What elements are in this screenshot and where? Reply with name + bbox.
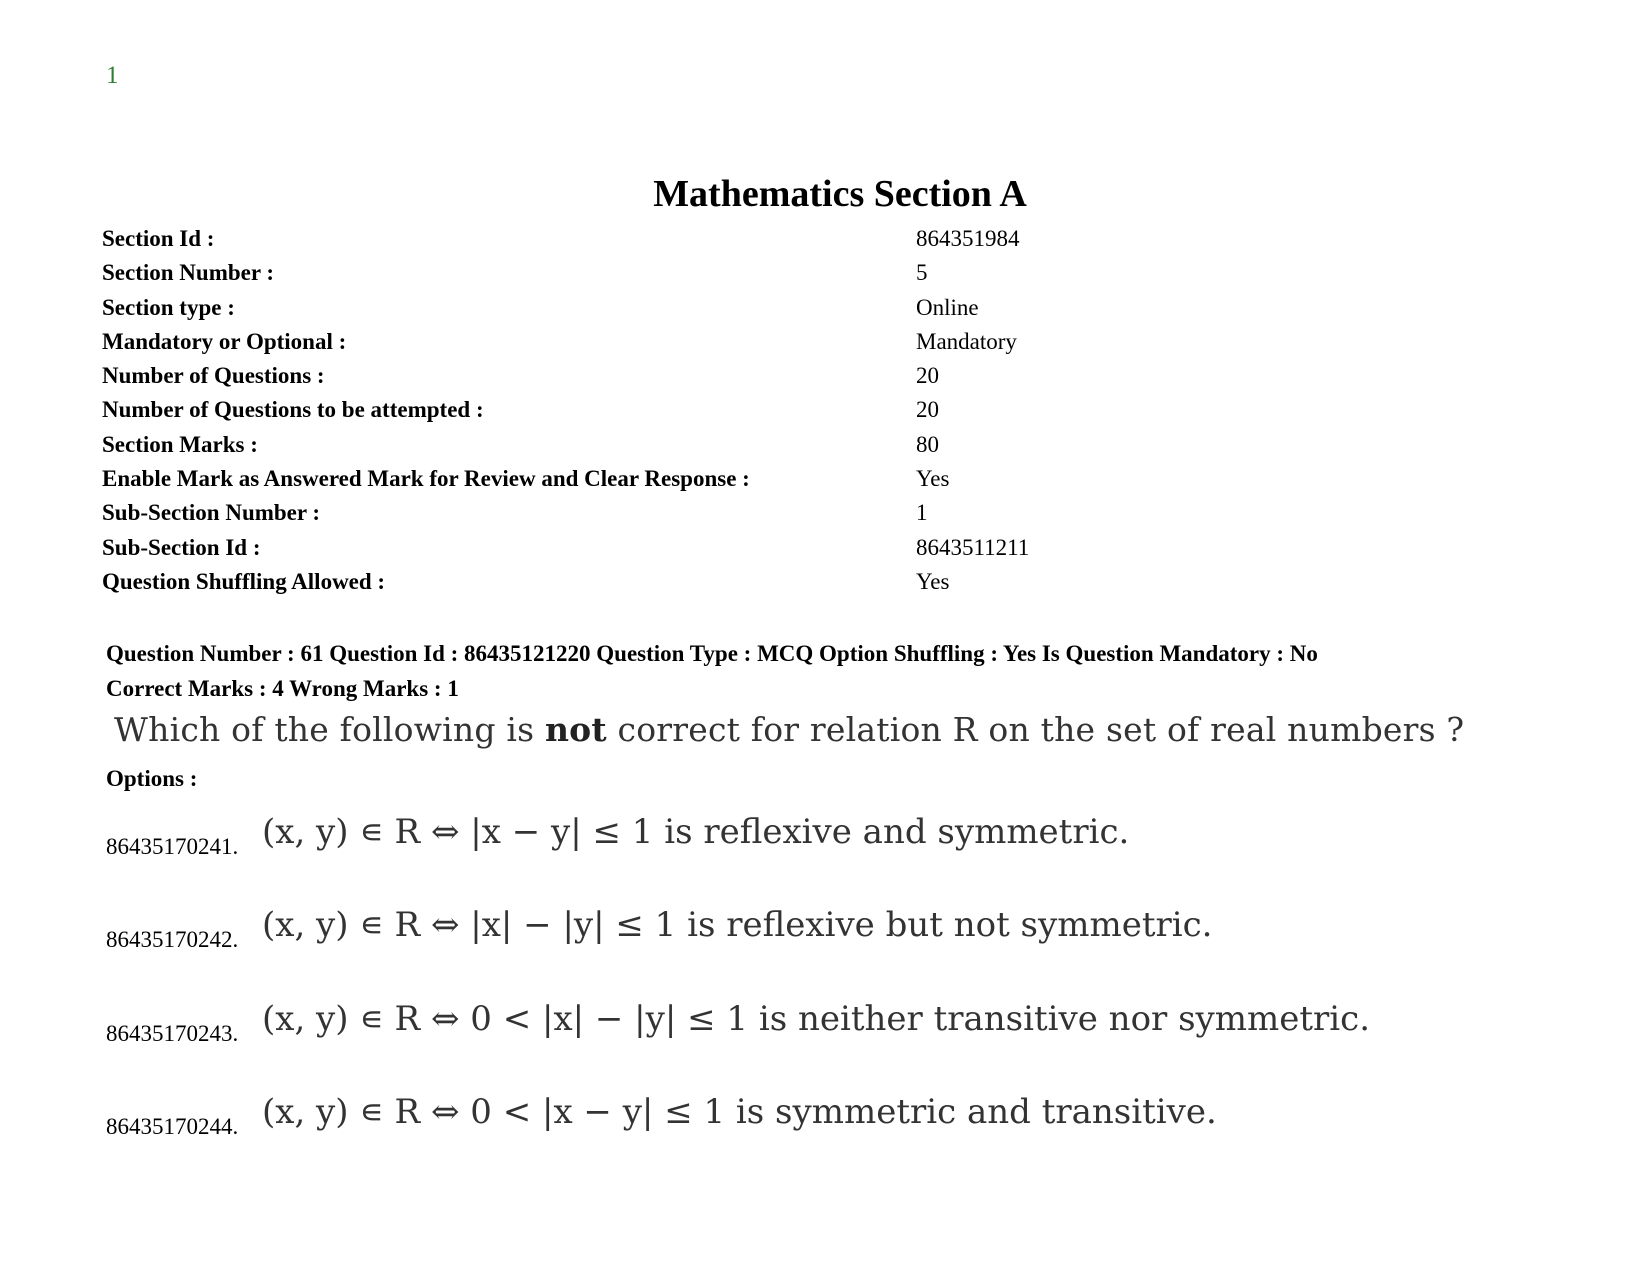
options-label: Options : [106,766,198,791]
question-meta-line1: Question Number : 61 Question Id : 86435121220 Question Type : MCQ Option Shuffling : Yes Is Question Mandatory : No [106,641,1318,666]
info-label: Section Number : [102,260,275,286]
info-row-questions-to-attempt [102,393,1102,427]
option-id: 86435170244. [106,1114,239,1139]
section-info-table [102,222,1102,599]
info-row-section-number [102,256,1102,290]
info-row-sub-section-number [102,496,1102,530]
info-label: Section Marks : [102,431,258,457]
option-text: (x, y) ∊ R ⇔ |x − y| ≤ 1 is reflexive and symmetric. [262,812,1130,852]
info-value: 20 [916,397,939,423]
info-value: 8643511211 [916,534,1030,560]
info-label: Question Shuffling Allowed : [102,568,386,594]
info-label: Section Id : [102,226,215,251]
question-meta-line2: Correct Marks : 4 Wrong Marks : 1 [106,676,459,701]
option-4[interactable] [106,1080,1506,1140]
info-label: Sub-Section Id : [102,534,261,560]
info-row-sub-section-id [102,531,1102,565]
option-id: 86435170241. [106,834,239,859]
question-text-after: correct for relation R on the set of real numbers ? [606,710,1465,749]
section-title: Mathematics Section A [653,173,1027,215]
info-value: 1 [916,500,928,526]
option-text: (x, y) ∊ R ⇔ 0 < |x| − |y| ≤ 1 is neither transitive nor symmetric. [262,999,1371,1039]
question-text-emphasis: not [544,710,607,749]
info-value: 864351984 [916,226,1020,251]
option-3[interactable] [106,987,1506,1047]
info-value: Yes [916,466,950,492]
option-id: 86435170242. [106,927,239,952]
option-1[interactable] [106,800,1506,860]
option-2[interactable] [106,893,1506,953]
info-row-section-marks [102,428,1102,462]
info-label: Section type : [102,294,235,320]
info-row-enable-mark [102,462,1102,496]
info-value: Online [916,294,979,320]
info-label: Sub-Section Number : [102,500,321,526]
question-text-before: Which of the following is [114,710,545,749]
option-text: (x, y) ∊ R ⇔ 0 < |x − y| ≤ 1 is symmetric and transitive. [262,1092,1217,1132]
info-label: Enable Mark as Answered Mark for Review and Clear Response : [102,466,750,492]
info-row-question-shuffling [102,565,1102,599]
info-value: 5 [916,260,928,286]
info-row-section-type [102,291,1102,325]
page-number: 1 [106,62,119,89]
info-value: Yes [916,568,950,594]
info-value: 80 [916,431,939,457]
option-id: 86435170243. [106,1021,239,1046]
option-text: (x, y) ∊ R ⇔ |x| − |y| ≤ 1 is reflexive but not symmetric. [262,905,1213,945]
info-value: Mandatory [916,328,1017,354]
question-text [114,710,1464,749]
info-row-number-of-questions [102,359,1102,393]
info-row-section-id [102,222,1102,256]
info-row-mandatory-optional [102,325,1102,359]
info-label: Number of Questions to be attempted : [102,397,484,423]
info-label: Mandatory or Optional : [102,328,347,354]
info-label: Number of Questions : [102,363,325,389]
question-meta [106,636,1586,706]
info-value: 20 [916,363,939,389]
